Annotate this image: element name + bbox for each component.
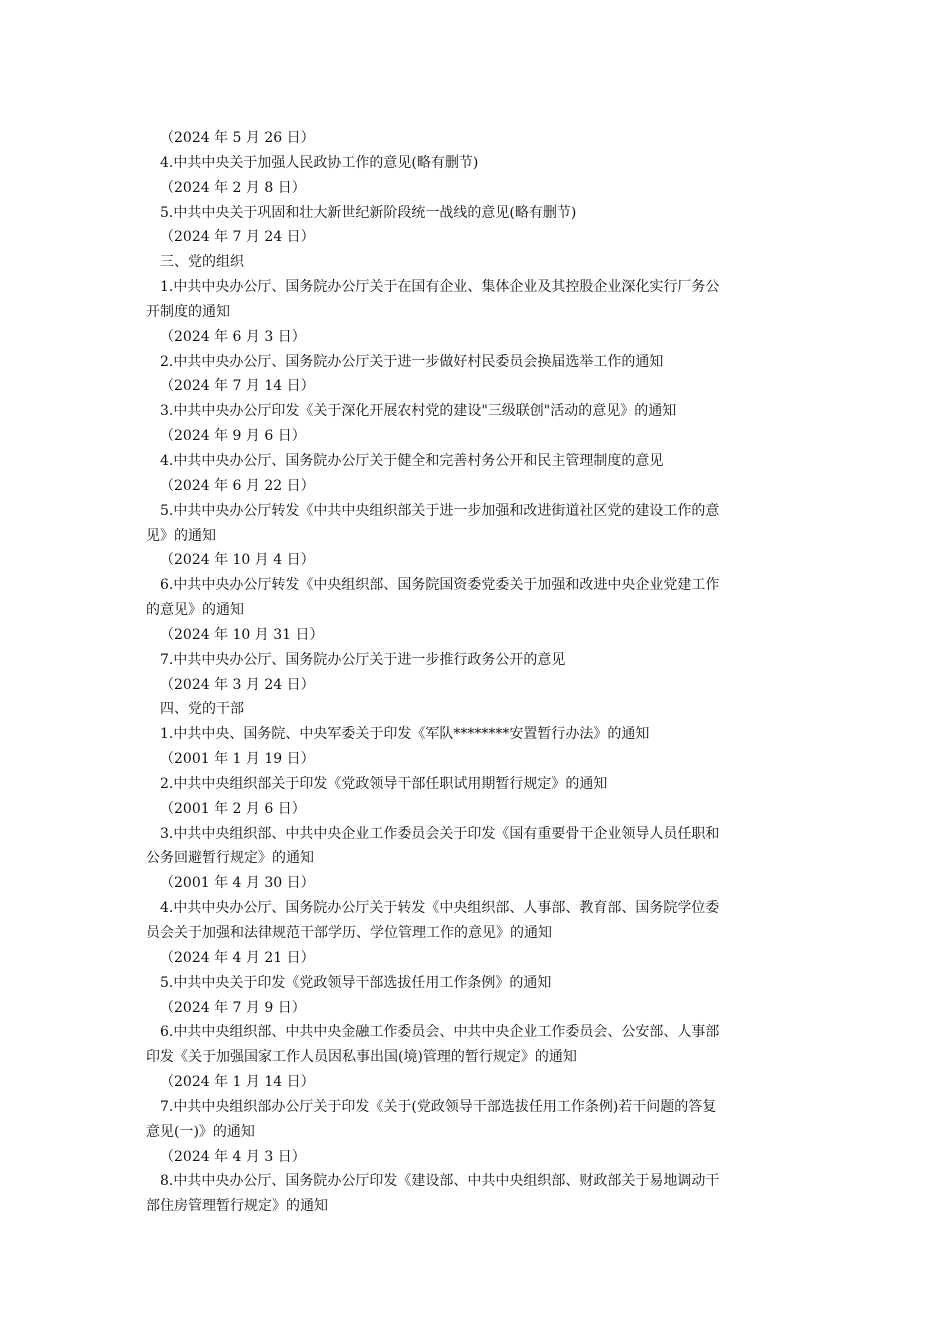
date-line: （2001 年 4 月 30 日）	[160, 875, 315, 892]
date-line: （2024 年 3 月 24 日）	[160, 676, 315, 693]
date-line: （2024 年 10 月 31 日）	[160, 626, 324, 643]
list-item: 4.中共中央办公厅、国务院办公厅关于健全和完善村务公开和民主管理制度的意见	[160, 452, 664, 469]
list-item: 6.中共中央组织部、中共中央金融工作委员会、中共中央企业工作委员会、公安部、人事部	[160, 1024, 720, 1041]
list-item: 2.中共中央办公厅、国务院办公厅关于进一步做好村民委员会换届选举工作的通知	[160, 353, 664, 370]
list-item: 5.中共中央办公厅转发《中共中央组织部关于进一步加强和改进街道社区党的建设工作的意	[160, 502, 720, 519]
document-body	[146, 126, 806, 1219]
date-line: （2001 年 2 月 6 日）	[160, 800, 306, 817]
list-item: 1.中共中央、国务院、中央军委关于印发《军队********安置暂行办法》的通知	[160, 726, 650, 743]
list-item-continuation: 意见(一)》的通知	[146, 1123, 255, 1140]
list-item: 7.中共中央办公厅、国务院办公厅关于进一步推行政务公开的意见	[160, 651, 566, 668]
list-item-continuation: 公务回避暂行规定》的通知	[146, 850, 314, 867]
date-line: （2024 年 7 月 9 日）	[160, 999, 306, 1016]
list-item: 6.中共中央办公厅转发《中央组织部、国务院国资委党委关于加强和改进中央企业党建工作	[160, 577, 720, 594]
list-item-continuation: 印发《关于加强国家工作人员因私事出国(境)管理的暂行规定》的通知	[146, 1049, 577, 1066]
section-heading: 三、党的组织	[160, 254, 244, 271]
section-heading: 四、党的干部	[160, 701, 244, 718]
date-line: （2024 年 2 月 8 日）	[160, 179, 306, 196]
date-line: （2024 年 6 月 3 日）	[160, 328, 306, 345]
date-line: （2024 年 6 月 22 日）	[160, 477, 315, 494]
list-item: 8.中共中央办公厅、国务院办公厅印发《建设部、中共中央组织部、财政部关于易地调动干	[160, 1173, 720, 1190]
list-item: 5.中共中央关于印发《党政领导干部选拔任用工作条例》的通知	[160, 974, 552, 991]
date-line: （2024 年 1 月 14 日）	[160, 1074, 315, 1091]
list-item-continuation: 部住房管理暂行规定》的通知	[146, 1198, 328, 1215]
list-item: 5.中共中央关于巩固和壮大新世纪新阶段统一战线的意见(略有删节)	[160, 204, 577, 221]
list-item-continuation: 员会关于加强和法律规范干部学历、学位管理工作的意见》的通知	[146, 925, 552, 941]
list-item: 2.中共中央组织部关于印发《党政领导干部任职试用期暂行规定》的通知	[160, 775, 608, 792]
date-line: （2024 年 4 月 21 日）	[160, 949, 315, 966]
list-item: 1.中共中央办公厅、国务院办公厅关于在国有企业、集体企业及其控股企业深化实行厂务公	[160, 279, 720, 296]
date-line: （2024 年 7 月 24 日）	[160, 229, 315, 246]
date-line: （2024 年 10 月 4 日）	[160, 552, 315, 569]
list-item: 7.中共中央组织部办公厅关于印发《关于(党政领导干部选拔任用工作条例)若干问题的答复	[160, 1098, 717, 1115]
list-item: 4.中共中央关于加强人民政协工作的意见(略有删节)	[160, 154, 479, 171]
list-item-continuation: 见》的通知	[146, 527, 216, 544]
date-line: （2024 年 5 月 26 日）	[160, 130, 315, 146]
list-item-continuation: 的意见》的通知	[146, 602, 244, 619]
list-item-continuation: 开制度的通知	[146, 303, 230, 320]
list-item: 4.中共中央办公厅、国务院办公厅关于转发《中央组织部、人事部、教育部、国务院学位委	[160, 900, 720, 917]
date-line: （2024 年 9 月 6 日）	[160, 428, 306, 445]
list-item: 3.中共中央办公厅印发《关于深化开展农村党的建设"三级联创"活动的意见》的通知	[160, 403, 677, 420]
list-item: 3.中共中央组织部、中共中央企业工作委员会关于印发《国有重要骨干企业领导人员任职和	[160, 825, 720, 842]
date-line: （2024 年 7 月 14 日）	[160, 378, 315, 395]
date-line: （2024 年 4 月 3 日）	[160, 1148, 306, 1165]
date-line: （2001 年 1 月 19 日）	[160, 751, 315, 768]
